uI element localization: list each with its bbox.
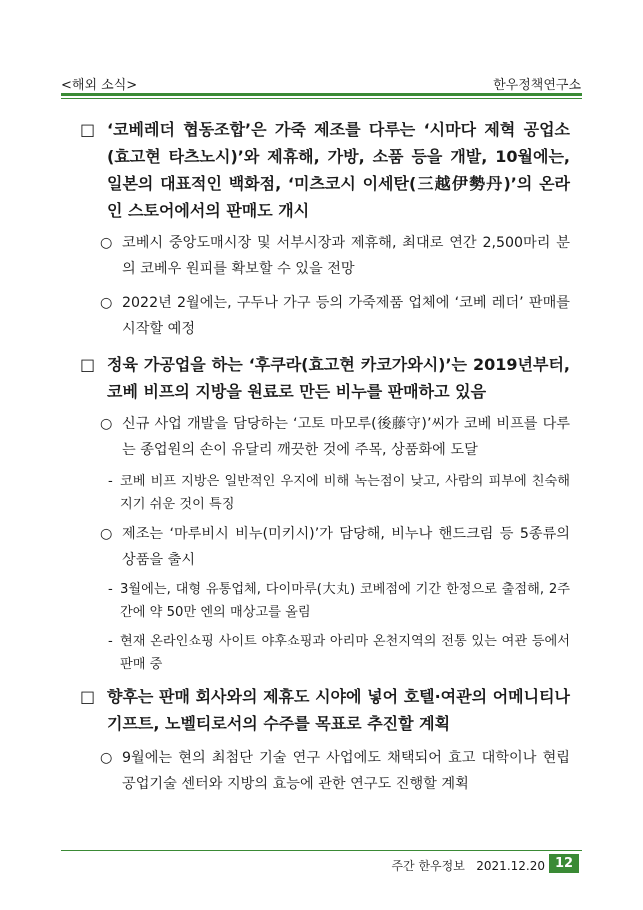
circle-bullet-icon: ○ — [100, 235, 113, 251]
footer-publication — [391, 857, 545, 874]
detail-online-sales — [108, 630, 570, 676]
publication-name: 주간 한우정보 — [391, 859, 465, 873]
sub-point-research — [100, 745, 570, 797]
main-point-text: ‘코베레더 협동조합’은 가죽 제조를 다루는 ‘시마다 제혁 공업소(효고현 타츠노시)’와 제휴해, 가방, 소품 등을 개발, 10월에는, 일본의 대표적인 백화점, ‘미츠코시 이세탄(三越伊勢丹)’의 온라인 스토어에서의 판매도 개시 — [107, 120, 570, 220]
detail-text: 현재 온라인쇼핑 사이트 야후쇼핑과 아리마 온천지역의 전통 있는 여관 등에서 판매 중 — [120, 634, 570, 672]
sub-point-text: 2022년 2월에는, 구두나 가구 등의 가죽제품 업체에 ‘코베 레더’ 판매를 시작할 예정 — [122, 295, 570, 337]
publication-date: 2021.12.20 — [476, 859, 545, 873]
main-point-text: 향후는 판매 회사와의 제휴도 시야에 넣어 호텔·여관의 어메니티나 기프트, 노벨티로서의 수주를 목표로 추진할 계획 — [107, 687, 570, 733]
circle-bullet-icon: ○ — [100, 750, 113, 766]
main-point-future-plan — [80, 683, 570, 737]
square-bullet-icon: □ — [80, 355, 96, 374]
circle-bullet-icon: ○ — [100, 416, 113, 432]
section-label: <해외 소식> — [61, 78, 138, 93]
main-point-text: 정육 가공업을 하는 ‘후쿠라(효고현 카코가와시)’는 2019년부터, 코베 비프의 지방을 원료로 만든 비누를 판매하고 있음 — [107, 355, 570, 401]
sub-point-text: 코베시 중앙도매시장 및 서부시장과 제휴해, 최대로 연간 2,500마리 분의 코베우 원피를 확보할 수 있을 전망 — [122, 235, 570, 277]
sub-point-text: 신규 사업 개발을 담당하는 ‘고토 마모루(後藤守)’씨가 코베 비프를 다루는 종업원의 손이 유달리 깨끗한 것에 주목, 상품화에 도달 — [122, 416, 570, 458]
detail-fat-property — [108, 470, 570, 516]
sub-point-text: 제조는 ‘마루비시 비누(미키시)’가 담당해, 비누나 핸드크림 등 5종류의 상품을 출시 — [122, 526, 570, 568]
organization-name: 한우정책연구소 — [493, 78, 581, 93]
main-point-leather — [80, 116, 570, 224]
sub-point-new-business — [100, 411, 570, 463]
footer-divider — [61, 850, 582, 851]
sub-point-sales-plan — [100, 290, 570, 342]
detail-text: 코베 비프 지방은 일반적인 우지에 비해 녹는점이 낮고, 사람의 피부에 친숙해지기 쉬운 것이 특징 — [120, 474, 570, 512]
dash-bullet-icon: - — [108, 634, 113, 649]
page-number-badge: 12 — [549, 854, 579, 873]
dash-bullet-icon: - — [108, 474, 113, 489]
header-divider — [61, 93, 582, 96]
detail-daimaru-sales — [108, 578, 570, 624]
main-point-soap — [80, 351, 570, 405]
dash-bullet-icon: - — [108, 582, 113, 597]
sub-point-hide-supply — [100, 230, 570, 282]
circle-bullet-icon: ○ — [100, 526, 113, 542]
sub-point-manufacturing — [100, 521, 570, 573]
detail-text: 3월에는, 대형 유통업체, 다이마루(大丸) 코베점에 기간 한정으로 출점해, 2주간에 약 50만 엔의 매상고를 올림 — [120, 582, 570, 620]
header-divider-thin — [61, 98, 582, 99]
sub-point-text: 9월에는 현의 최첨단 기술 연구 사업에도 채택되어 효고 대학이나 현립 공업기술 센터와 지방의 효능에 관한 연구도 진행할 계획 — [122, 750, 570, 792]
circle-bullet-icon: ○ — [100, 295, 113, 311]
square-bullet-icon: □ — [80, 120, 96, 139]
square-bullet-icon: □ — [80, 687, 96, 706]
